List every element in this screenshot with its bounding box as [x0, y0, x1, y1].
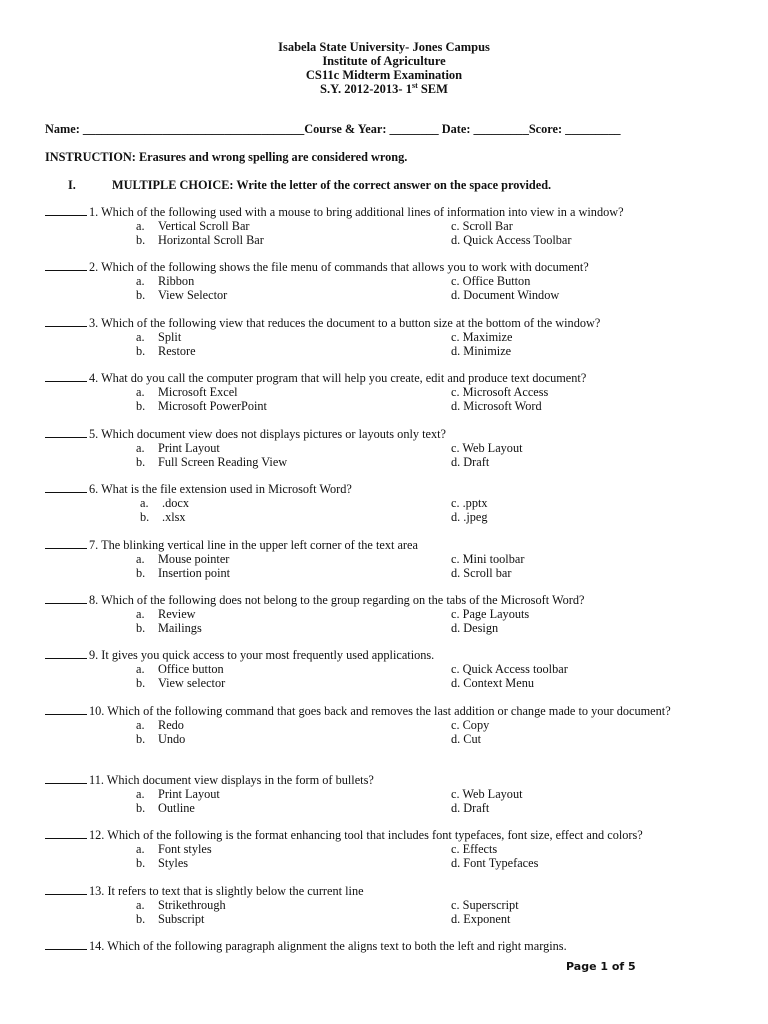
option-b: Styles: [158, 856, 189, 870]
instruction: INSTRUCTION: Erasures and wrong spelling are considered wrong.: [45, 150, 408, 164]
option-b: View selector: [158, 676, 226, 690]
answer-blank: [45, 648, 87, 659]
institute-name: Institute of Agriculture: [322, 54, 446, 68]
question-13: 13. It refers to text that is slightly below the current line a. Strikethrough b. Subscript c. Superscript d. Exponent: [45, 884, 735, 926]
question-6: 6. What is the file extension used in Microsoft Word? a. .docx b. .xlsx c. .pptx d. .jpeg: [45, 482, 735, 524]
option-d: d. Document Window: [451, 288, 560, 302]
answer-blank: [45, 773, 87, 784]
option-b: .xlsx: [162, 510, 186, 524]
option-c: c. Web Layout: [451, 441, 523, 455]
university-name: Isabela State University- Jones Campus: [278, 40, 490, 54]
option-b: Full Screen Reading View: [158, 455, 288, 469]
question-4: 4. What do you call the computer program that will help you create, edit and produce text document? a. Microsoft Excel b. Microsoft PowerPoint c. Microsoft Access d. Microsoft Word: [45, 371, 735, 413]
question-5: 5. Which document view does not displays pictures or layouts only text? a. Print Layout b. Full Screen Reading View c. Web Layout d. Draft: [45, 427, 735, 469]
option-d: d. Design: [451, 621, 499, 635]
option-d: d. .jpeg: [451, 510, 488, 524]
option-b: Insertion point: [158, 566, 231, 580]
option-a: Microsoft Excel: [158, 385, 238, 399]
option-b: Outline: [158, 801, 195, 815]
answer-blank: [45, 316, 87, 327]
option-d: d. Scroll bar: [451, 566, 512, 580]
answer-blank: [45, 371, 87, 382]
option-b: Horizontal Scroll Bar: [158, 233, 264, 247]
answer-blank: [45, 884, 87, 895]
option-b: View Selector: [158, 288, 228, 302]
option-d: d. Font Typefaces: [451, 856, 539, 870]
option-c: c. Maximize: [451, 330, 513, 344]
option-a: Split: [158, 330, 182, 344]
answer-blank: [45, 939, 87, 950]
answer-blank: [45, 427, 87, 438]
option-c: c. Office Button: [451, 274, 531, 288]
answer-blank: [45, 482, 87, 493]
option-c: c. Quick Access toolbar: [451, 662, 568, 676]
option-c: c. Superscript: [451, 898, 519, 912]
option-d: d. Microsoft Word: [451, 399, 542, 413]
option-a: Redo: [158, 718, 184, 732]
option-a: Print Layout: [158, 787, 220, 801]
question-9: 9. It gives you quick access to your most frequently used applications. a. Office button b. View selector c. Quick Access toolbar d. Context Menu: [45, 648, 735, 690]
option-d: d. Minimize: [451, 344, 512, 358]
option-a: Office button: [158, 662, 224, 676]
option-a: Vertical Scroll Bar: [158, 219, 250, 233]
answer-blank: [45, 704, 87, 715]
option-d: d. Draft: [451, 455, 490, 469]
section-title: MULTIPLE CHOICE: Write the letter of the correct answer on the space provided.: [112, 178, 552, 192]
question-12: 12. Which of the following is the format enhancing tool that includes font typefaces, font size, effect and colors? a. Font styles b. Styles c. Effects d. Font Typefaces: [45, 828, 735, 870]
exam-title: CS11c Midterm Examination: [305, 68, 463, 82]
question-3: 3. Which of the following view that reduces the document to a button size at the bottom of the window? a. Split b. Restore c. Maximize d. Minimize: [45, 316, 735, 358]
answer-blank: [45, 593, 87, 604]
option-c: c. .pptx: [451, 496, 488, 510]
question-7: 7. The blinking vertical line in the upper left corner of the text area a. Mouse pointer b. Insertion point c. Mini toolbar d. Scroll bar: [45, 538, 735, 580]
option-a: Font styles: [158, 842, 212, 856]
option-b: Microsoft PowerPoint: [158, 399, 267, 413]
option-d: d. Draft: [451, 801, 490, 815]
answer-blank: [45, 538, 87, 549]
question-1: 1. Which of the following used with a mouse to bring additional lines of information into view in a window? a. Vertical Scroll Bar b. Horizontal Scroll Bar c. Scroll Bar d. Quick Access Toolbar: [45, 205, 735, 247]
option-c: c. Copy: [451, 718, 490, 732]
question-10: 10. Which of the following command that goes back and removes the last addition or change made to your document? a. Redo b. Undo c. Copy d. Cut: [45, 704, 735, 746]
option-c: c. Page Layouts: [451, 607, 530, 621]
option-d: d. Cut: [451, 732, 482, 746]
page-number: Page 1 of 5: [566, 960, 636, 973]
option-c: c. Web Layout: [451, 787, 523, 801]
option-b: Restore: [158, 344, 196, 358]
option-d: d. Context Menu: [451, 676, 534, 690]
question-14: 14. Which of the following paragraph alignment the aligns text to both the left and right margins.: [45, 939, 735, 953]
option-a: Review: [158, 607, 196, 621]
option-c: c. Microsoft Access: [451, 385, 549, 399]
option-a: Print Layout: [158, 441, 220, 455]
school-year: S.Y. 2012-2013- 1st SEM: [320, 80, 448, 96]
student-info-line: Name: ____________________________________Course & Year: ________ Date: _________Score: _________: [45, 122, 621, 136]
answer-blank: [45, 260, 87, 271]
option-c: c. Mini toolbar: [451, 552, 525, 566]
option-c: c. Effects: [451, 842, 498, 856]
option-b: Undo: [158, 732, 186, 746]
option-a: Mouse pointer: [158, 552, 230, 566]
answer-blank: [45, 205, 87, 216]
question-11: 11. Which document view displays in the form of bullets? a. Print Layout b. Outline c. Web Layout d. Draft: [45, 773, 735, 815]
option-a: .docx: [162, 496, 189, 510]
option-a: Strikethrough: [158, 898, 226, 912]
answer-blank: [45, 828, 87, 839]
option-c: c. Scroll Bar: [451, 219, 513, 233]
question-2: 2. Which of the following shows the file menu of commands that allows you to work with document? a. Ribbon b. View Selector c. Office Button d. Document Window: [45, 260, 735, 302]
option-d: d. Exponent: [451, 912, 511, 926]
option-d: d. Quick Access Toolbar: [451, 233, 572, 247]
section-number: I.: [68, 178, 76, 192]
option-b: Subscript: [158, 912, 205, 926]
option-b: Mailings: [158, 621, 202, 635]
exam-header: [0, 40, 768, 96]
section-heading: [68, 178, 551, 192]
question-8: 8. Which of the following does not belong to the group regarding on the tabs of the Microsoft Word? a. Review b. Mailings c. Page Layouts d. Design: [45, 593, 735, 635]
option-a: Ribbon: [158, 274, 195, 288]
